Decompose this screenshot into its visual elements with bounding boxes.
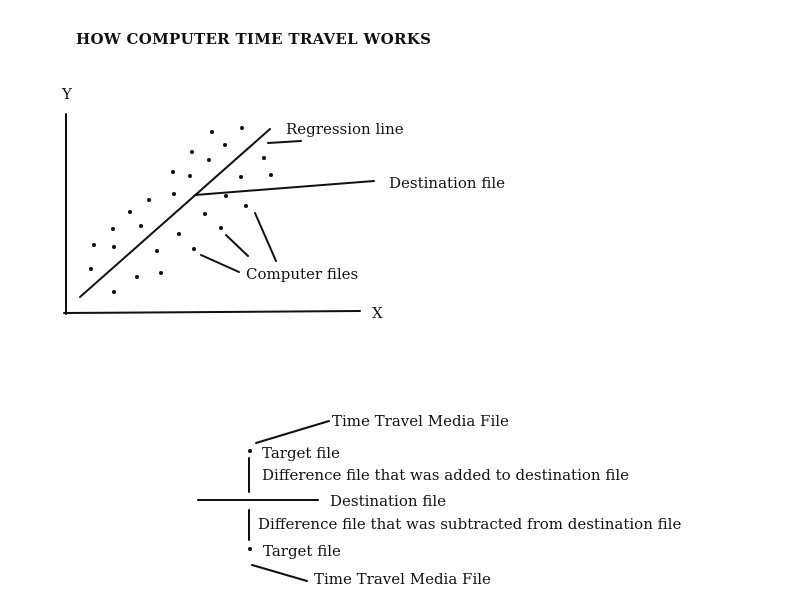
scatter-point xyxy=(172,192,176,196)
scatter-point xyxy=(207,158,211,162)
computer-files-leader-1 xyxy=(201,255,239,272)
scatter-point xyxy=(239,175,243,179)
scatter-point xyxy=(177,232,181,236)
scatter-point xyxy=(224,194,228,198)
scatter-point xyxy=(240,126,244,130)
computer-files-leader-2 xyxy=(226,235,248,256)
bottom-media-file-label: Time Travel Media File xyxy=(314,570,491,588)
regression-line-label: Regression line xyxy=(286,120,404,138)
bottom-media-leader-line xyxy=(252,565,307,581)
diagram-title: HOW COMPUTER TIME TRAVEL WORKS xyxy=(76,30,432,48)
scatter-point xyxy=(171,170,175,174)
timeline-diagram xyxy=(198,412,681,588)
destination-file-label: Destination file xyxy=(389,174,505,192)
scatter-point xyxy=(128,210,132,214)
scatter-point xyxy=(190,150,194,154)
bottom-target-point xyxy=(248,547,252,551)
scatter-graph xyxy=(61,85,505,322)
regression-leader-line xyxy=(268,141,301,143)
regression-line xyxy=(80,129,270,297)
scatter-point xyxy=(155,249,159,253)
scatter-point xyxy=(244,204,248,208)
scatter-point xyxy=(147,198,151,202)
scatter-point xyxy=(203,212,207,216)
scatter-point xyxy=(262,156,266,160)
subtracted-difference-label: Difference file that was subtracted from destination file xyxy=(258,515,682,533)
scatter-point xyxy=(269,173,273,177)
scatter-point xyxy=(112,245,116,249)
scatter-point xyxy=(192,247,196,251)
scatter-point xyxy=(89,267,93,271)
scatter-point xyxy=(139,224,143,228)
top-media-leader-line xyxy=(256,421,329,443)
destination-leader-line xyxy=(195,181,374,195)
computer-files-leader-3 xyxy=(255,213,276,261)
scatter-point xyxy=(112,290,116,294)
top-target-file-label: Target file xyxy=(262,444,340,462)
destination-file-label-bottom: Destination file xyxy=(330,492,446,510)
top-target-point xyxy=(248,449,252,453)
scatter-point xyxy=(188,174,192,178)
scatter-point xyxy=(111,227,115,231)
scatter-point xyxy=(219,226,223,230)
x-axis xyxy=(64,311,360,313)
bottom-target-file-label: Target file xyxy=(263,542,341,560)
x-axis-label: X xyxy=(372,304,383,322)
scatter-point xyxy=(210,130,214,134)
scatter-point xyxy=(135,275,139,279)
added-difference-label: Difference file that was added to destination file xyxy=(262,466,630,484)
scatter-point xyxy=(159,271,163,275)
scatter-point xyxy=(223,143,227,147)
computer-files-label: Computer files xyxy=(246,265,359,283)
top-media-file-label: Time Travel Media File xyxy=(332,412,509,430)
scatter-point xyxy=(92,243,96,247)
y-axis-label: Y xyxy=(62,85,72,103)
